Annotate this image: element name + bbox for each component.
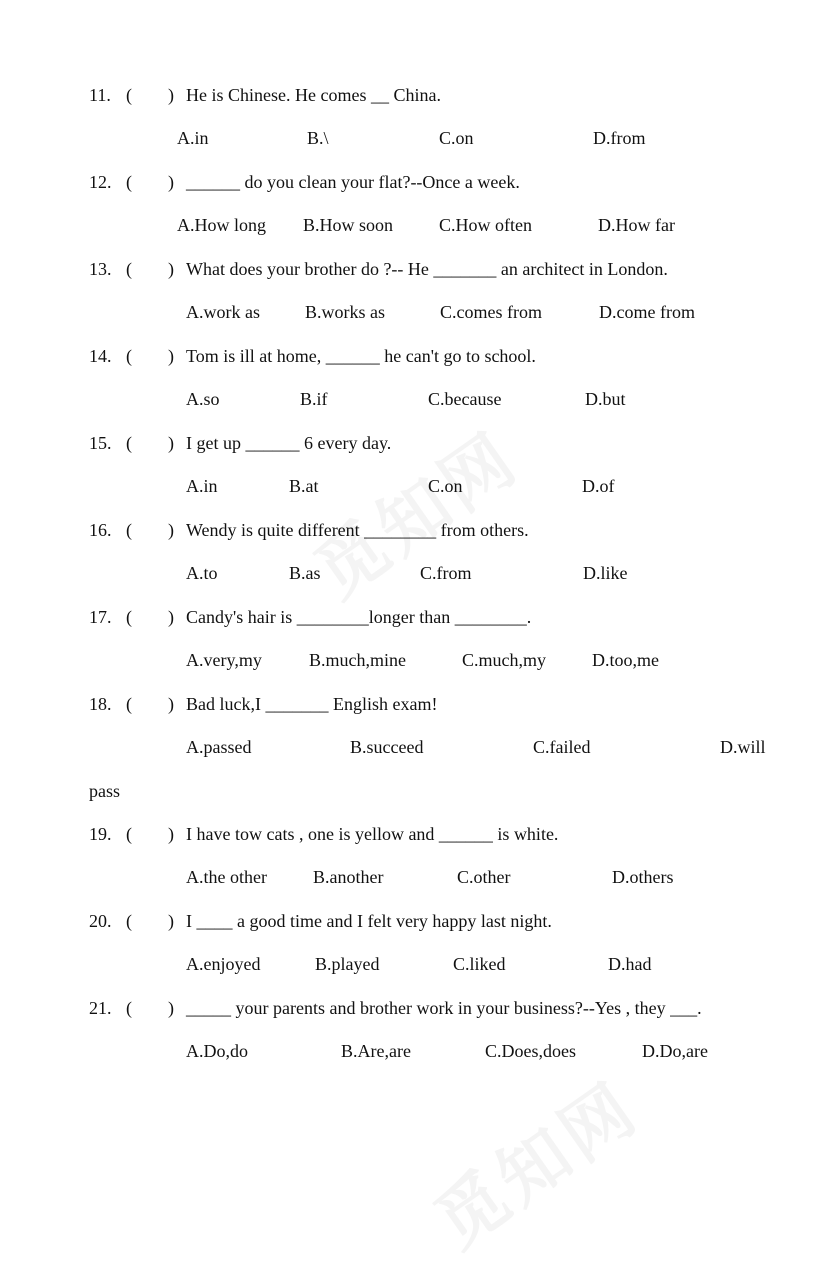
- question-number: 11.: [89, 85, 111, 105]
- option-c: C.because: [428, 389, 502, 409]
- question-number: 16.: [89, 520, 112, 540]
- option-a: A.the other: [186, 867, 267, 887]
- option-d: D.like: [583, 563, 628, 583]
- answer-paren-close: ): [168, 607, 174, 627]
- answer-paren-open: (: [126, 911, 132, 931]
- answer-paren-open: (: [126, 694, 132, 714]
- option-c: C.other: [457, 867, 511, 887]
- answer-paren-close: ): [168, 259, 174, 279]
- option-d: D.but: [585, 389, 626, 409]
- option-b: B.as: [289, 563, 321, 583]
- question-stem: Bad luck,I _______ English exam!: [186, 694, 438, 714]
- option-d: D.How far: [598, 215, 675, 235]
- option-a: A.in: [186, 476, 218, 496]
- question-number: 15.: [89, 433, 112, 453]
- answer-paren-close: ): [168, 172, 174, 192]
- option-b: B.much,mine: [309, 650, 406, 670]
- answer-paren-open: (: [126, 998, 132, 1018]
- question-stem: I have tow cats , one is yellow and ______ is white.: [186, 824, 559, 844]
- option-a: A.work as: [186, 302, 260, 322]
- option-d: D.Do,are: [642, 1041, 708, 1061]
- option-b: B.succeed: [350, 737, 424, 757]
- question-number: 21.: [89, 998, 112, 1018]
- answer-paren-open: (: [126, 85, 132, 105]
- question-stem: ______ do you clean your flat?--Once a week.: [186, 172, 520, 192]
- answer-paren-close: ): [168, 346, 174, 366]
- option-c: C.from: [420, 563, 472, 583]
- question-number: 17.: [89, 607, 112, 627]
- question-stem: Tom is ill at home, ______ he can't go to school.: [186, 346, 536, 366]
- answer-paren-open: (: [126, 433, 132, 453]
- option-a: A.Do,do: [186, 1041, 248, 1061]
- option-b: B.at: [289, 476, 319, 496]
- answer-paren-close: ): [168, 433, 174, 453]
- option-d: D.come from: [599, 302, 695, 322]
- question-number: 14.: [89, 346, 112, 366]
- answer-paren-close: ): [168, 911, 174, 931]
- option-b: B.\: [307, 128, 329, 148]
- answer-paren-open: (: [126, 346, 132, 366]
- option-c: C.on: [428, 476, 463, 496]
- option-b: B.played: [315, 954, 380, 974]
- option-a: A.passed: [186, 737, 252, 757]
- answer-paren-open: (: [126, 824, 132, 844]
- answer-paren-close: ): [168, 824, 174, 844]
- option-d: D.had: [608, 954, 652, 974]
- answer-paren-open: (: [126, 259, 132, 279]
- answer-paren-open: (: [126, 520, 132, 540]
- question-stem: I ____ a good time and I felt very happy last night.: [186, 911, 552, 931]
- option-a: A.very,my: [186, 650, 262, 670]
- question-number: 12.: [89, 172, 112, 192]
- option-c: C.failed: [533, 737, 591, 757]
- option-c: C.Does,does: [485, 1041, 576, 1061]
- watermark-bottom: [412, 1054, 657, 1267]
- option-d: D.others: [612, 867, 674, 887]
- answer-paren-close: ): [168, 85, 174, 105]
- answer-paren-close: ): [168, 520, 174, 540]
- question-stem: What does your brother do ?-- He _______ an architect in London.: [186, 259, 668, 279]
- option-c: C.liked: [453, 954, 506, 974]
- option-c: C.How often: [439, 215, 532, 235]
- question-stem: I get up ______ 6 every day.: [186, 433, 392, 453]
- question-stem: Wendy is quite different ________ from others.: [186, 520, 529, 540]
- option-d: D.too,me: [592, 650, 659, 670]
- option-a: A.so: [186, 389, 220, 409]
- question-stem: Candy's hair is ________longer than ________.: [186, 607, 532, 627]
- option-d: D.of: [582, 476, 615, 496]
- option-c: C.comes from: [440, 302, 542, 322]
- option-d: D.from: [593, 128, 646, 148]
- option-a: A.How long: [177, 215, 266, 235]
- question-stem: He is Chinese. He comes __ China.: [186, 85, 441, 105]
- question-number: 19.: [89, 824, 112, 844]
- option-a: A.to: [186, 563, 218, 583]
- option-c: C.on: [439, 128, 474, 148]
- question-number: 18.: [89, 694, 112, 714]
- option-b: B.How soon: [303, 215, 394, 235]
- option-b: B.works as: [305, 302, 385, 322]
- option-d-wrap: pass: [89, 781, 120, 801]
- option-c: C.much,my: [462, 650, 546, 670]
- answer-paren-open: (: [126, 172, 132, 192]
- option-b: B.another: [313, 867, 384, 887]
- question-stem: _____ your parents and brother work in your business?--Yes , they ___.: [186, 998, 702, 1018]
- option-b: B.Are,are: [341, 1041, 411, 1061]
- question-number: 20.: [89, 911, 112, 931]
- answer-paren-close: ): [168, 694, 174, 714]
- question-number: 13.: [89, 259, 112, 279]
- option-b: B.if: [300, 389, 328, 409]
- option-a: A.in: [177, 128, 209, 148]
- option-d: D.will: [720, 737, 766, 757]
- answer-paren-close: ): [168, 998, 174, 1018]
- answer-paren-open: (: [126, 607, 132, 627]
- option-a: A.enjoyed: [186, 954, 261, 974]
